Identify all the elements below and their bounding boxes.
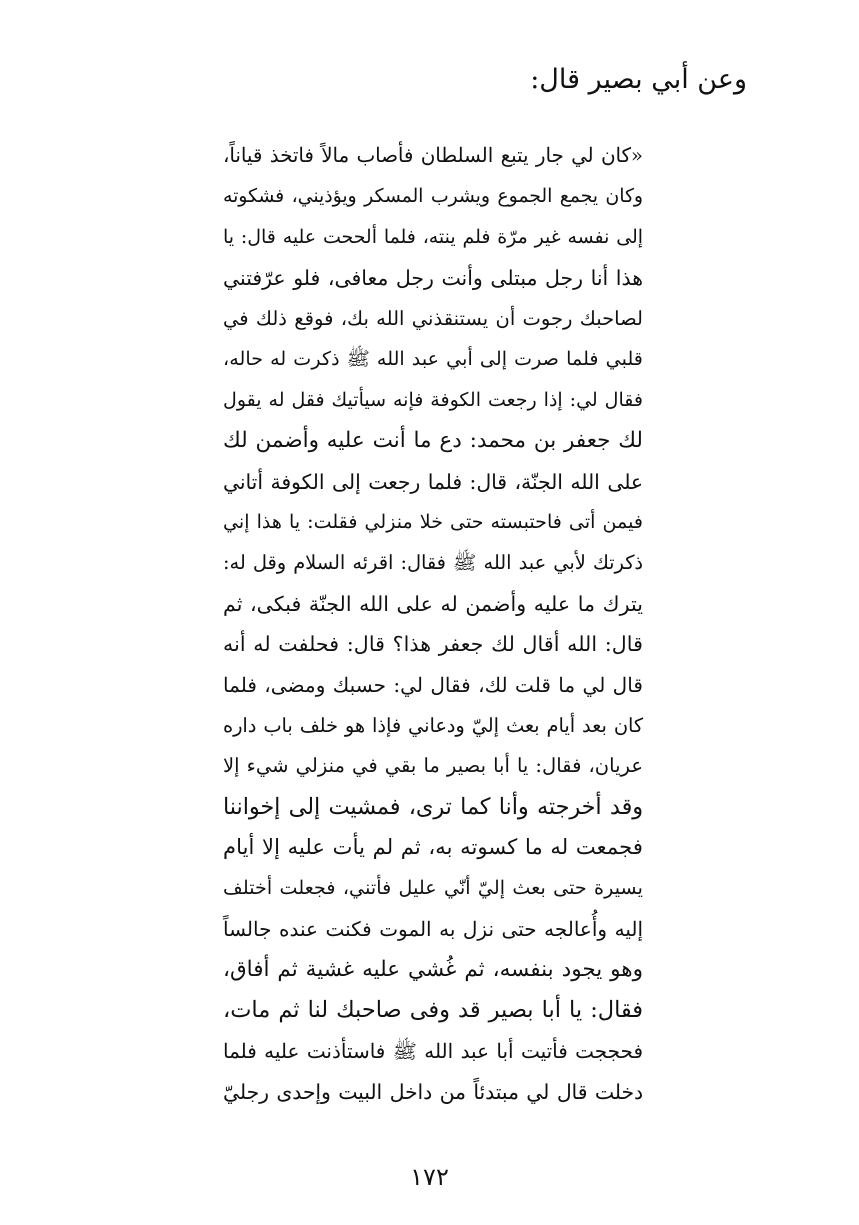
text-line: لصاحبك رجوت أن يستنقذني الله بك، فوقع ذلك في	[223, 306, 643, 330]
text-line: دخلت قال لي مبتدئاً من داخل البيت وإحدى رجليّ	[223, 1079, 643, 1104]
text-line: هذا أنا رجل مبتلى وأنت رجل معافى، فلو عرّفتني	[223, 266, 643, 291]
text-line: وهو يجود بنفسه، ثم غُشي عليه غشية ثم أفاق،	[223, 956, 643, 982]
text-line: لك جعفر بن محمد: دع ما أنت عليه وأضمن لك	[223, 427, 643, 453]
text-line: فحججت فأتيت أبا عبد الله ﷺ فاستأذنت عليه فلما	[223, 1039, 643, 1064]
text-line: يسيرة حتى بعث إليّ أنّي عليل فأتني، فجعلت أختلف	[223, 876, 643, 900]
text-line: وقد أخرجته وأنا كما ترى، فمشيت إلى إخواننا	[223, 794, 643, 820]
page-number: ١٧٢	[410, 1163, 449, 1191]
text-line: إلى نفسه غير مرّة فلم ينته، فلما ألححت عليه قال: يا	[223, 226, 643, 249]
text-line: فقال: يا أبا بصير قد وفى صاحبك لنا ثم مات،	[223, 997, 643, 1024]
text-line: وكان يجمع الجموع ويشرب المسكر ويؤذيني، فشكوته	[223, 185, 643, 207]
text-line: عريان، فقال: يا أبا بصير ما بقي في منزلي شيء إلا	[223, 754, 643, 778]
text-line: قال لي ما قلت لك، فقال لي: حسبك ومضى، فلما	[223, 672, 643, 697]
text-line: يترك ما عليه وأضمن له على الله الجنّة فبكى، ثم	[223, 591, 643, 616]
text-line: «كان لي جار يتبع السلطان فأصاب مالاً فاتخذ قياناً،	[223, 144, 643, 167]
text-line: فجمعت له ما كسوته به، ثم لم يأت عليه إلا أيام	[223, 834, 643, 860]
text-line: فقال لي: إذا رجعت الكوفة فإنه سيأتيك فقل له يقول	[223, 389, 643, 412]
text-line: قال: الله أقال لك جعفر هذا؟ قال: فحلفت له أنه	[223, 632, 643, 657]
text-line: قلبي فلما صرت إلى أبي عبد الله ﷺ ذكرت له حاله،	[223, 347, 643, 371]
text-line: ذكرتك لأبي عبد الله ﷺ فقال: اقرئه السلام وقل له:	[223, 550, 643, 574]
text-line: كان بعد أيام بعث إليّ ودعاني فإذا هو خلف باب داره	[223, 713, 643, 737]
text-line: إليه وأُعالجه حتى نزل به الموت فكنت عنده جالساً	[223, 917, 643, 942]
body-text	[223, 136, 643, 1113]
text-line: فيمن أتى فاحتبسته حتى خلا منزلي فقلت: يا هذا إني	[223, 510, 643, 534]
section-heading: وعن أبي بصير قال:	[530, 64, 747, 95]
text-line: على الله الجنّة، قال: فلما رجعت إلى الكوفة أتاني	[223, 469, 643, 494]
